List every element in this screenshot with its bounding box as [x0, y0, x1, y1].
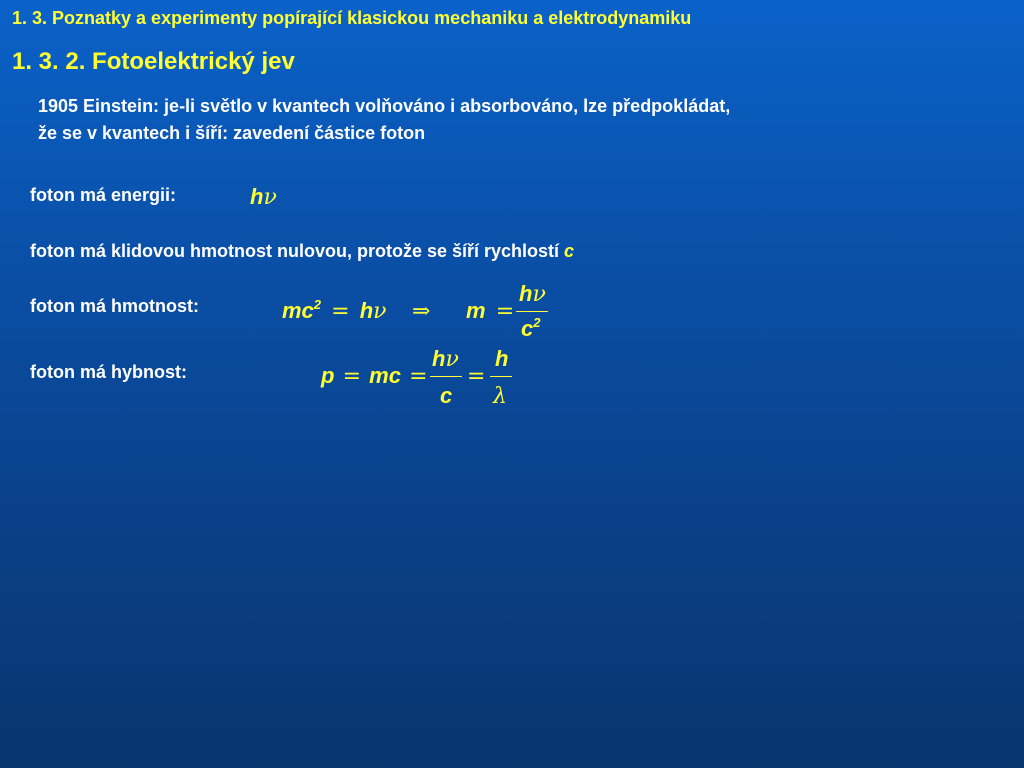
energy-equation — [250, 186, 277, 209]
implies-arrow — [412, 300, 430, 323]
eq-mc: mc — [282, 298, 314, 323]
eq-h: h — [495, 346, 509, 371]
eq-p: p — [321, 363, 335, 388]
eq-h: h — [359, 298, 374, 323]
eq-equals: = — [409, 364, 428, 389]
mass-equation-m — [466, 300, 514, 323]
intro-line-2: že se v kvantech i šíří: zavedení částice foton — [38, 123, 426, 143]
rest-mass-var: c — [564, 241, 575, 261]
momentum-equation-left — [321, 365, 428, 388]
eq-nu: ν — [263, 185, 277, 210]
section-title: 1. 3. 2. Fotoelektrický jev — [12, 48, 295, 75]
momentum-equals-2 — [467, 365, 485, 388]
eq-m: m — [466, 298, 486, 323]
eq-nu: ν — [445, 347, 459, 372]
mass-frac-denominator — [521, 315, 541, 341]
momentum-label: foton má hybnost: — [30, 362, 187, 382]
energy-label: foton má energii: — [30, 185, 177, 205]
mass-label: foton má hmotnost: — [30, 296, 199, 316]
eq-equals: = — [331, 299, 350, 324]
eq-c: c — [521, 316, 534, 341]
eq-equals: = — [495, 299, 515, 324]
momentum-fraction-line-1 — [430, 376, 462, 377]
eq-mc: mc — [369, 363, 401, 388]
momentum-fraction-line-2 — [490, 376, 512, 377]
mass-frac-numerator — [519, 283, 546, 306]
eq-h: h — [432, 346, 446, 371]
eq-h: h — [519, 281, 533, 306]
eq-c: c — [440, 383, 453, 408]
intro-line-1: 1905 Einstein: je-li světlo v kvantech volňováno i absorbováno, lze předpokládat, — [38, 96, 731, 116]
eq-sup-2: 2 — [313, 297, 322, 312]
eq-nu: ν — [532, 282, 546, 307]
momentum-frac2-numerator — [495, 348, 508, 370]
eq-lambda: λ — [493, 384, 507, 409]
momentum-frac1-numerator — [432, 348, 459, 371]
eq-sup-2: 2 — [533, 315, 541, 330]
rest-mass-text: foton má klidovou hmotnost nulovou, protože se šíří rychlostí — [30, 241, 560, 261]
eq-equals: = — [467, 364, 486, 389]
chapter-title: 1. 3. Poznatky a experimenty popírající klasickou mechaniku a elektrodynamiku — [12, 8, 692, 28]
rest-mass-statement — [30, 241, 574, 262]
momentum-frac1-denominator — [440, 385, 452, 407]
momentum-frac2-denominator — [493, 385, 507, 408]
eq-h: h — [250, 184, 264, 209]
mass-fraction-line — [516, 311, 548, 312]
mass-equation-left — [282, 297, 387, 324]
eq-implies: ⇒ — [412, 299, 431, 324]
eq-equals: = — [342, 364, 362, 389]
eq-nu: ν — [373, 299, 387, 324]
